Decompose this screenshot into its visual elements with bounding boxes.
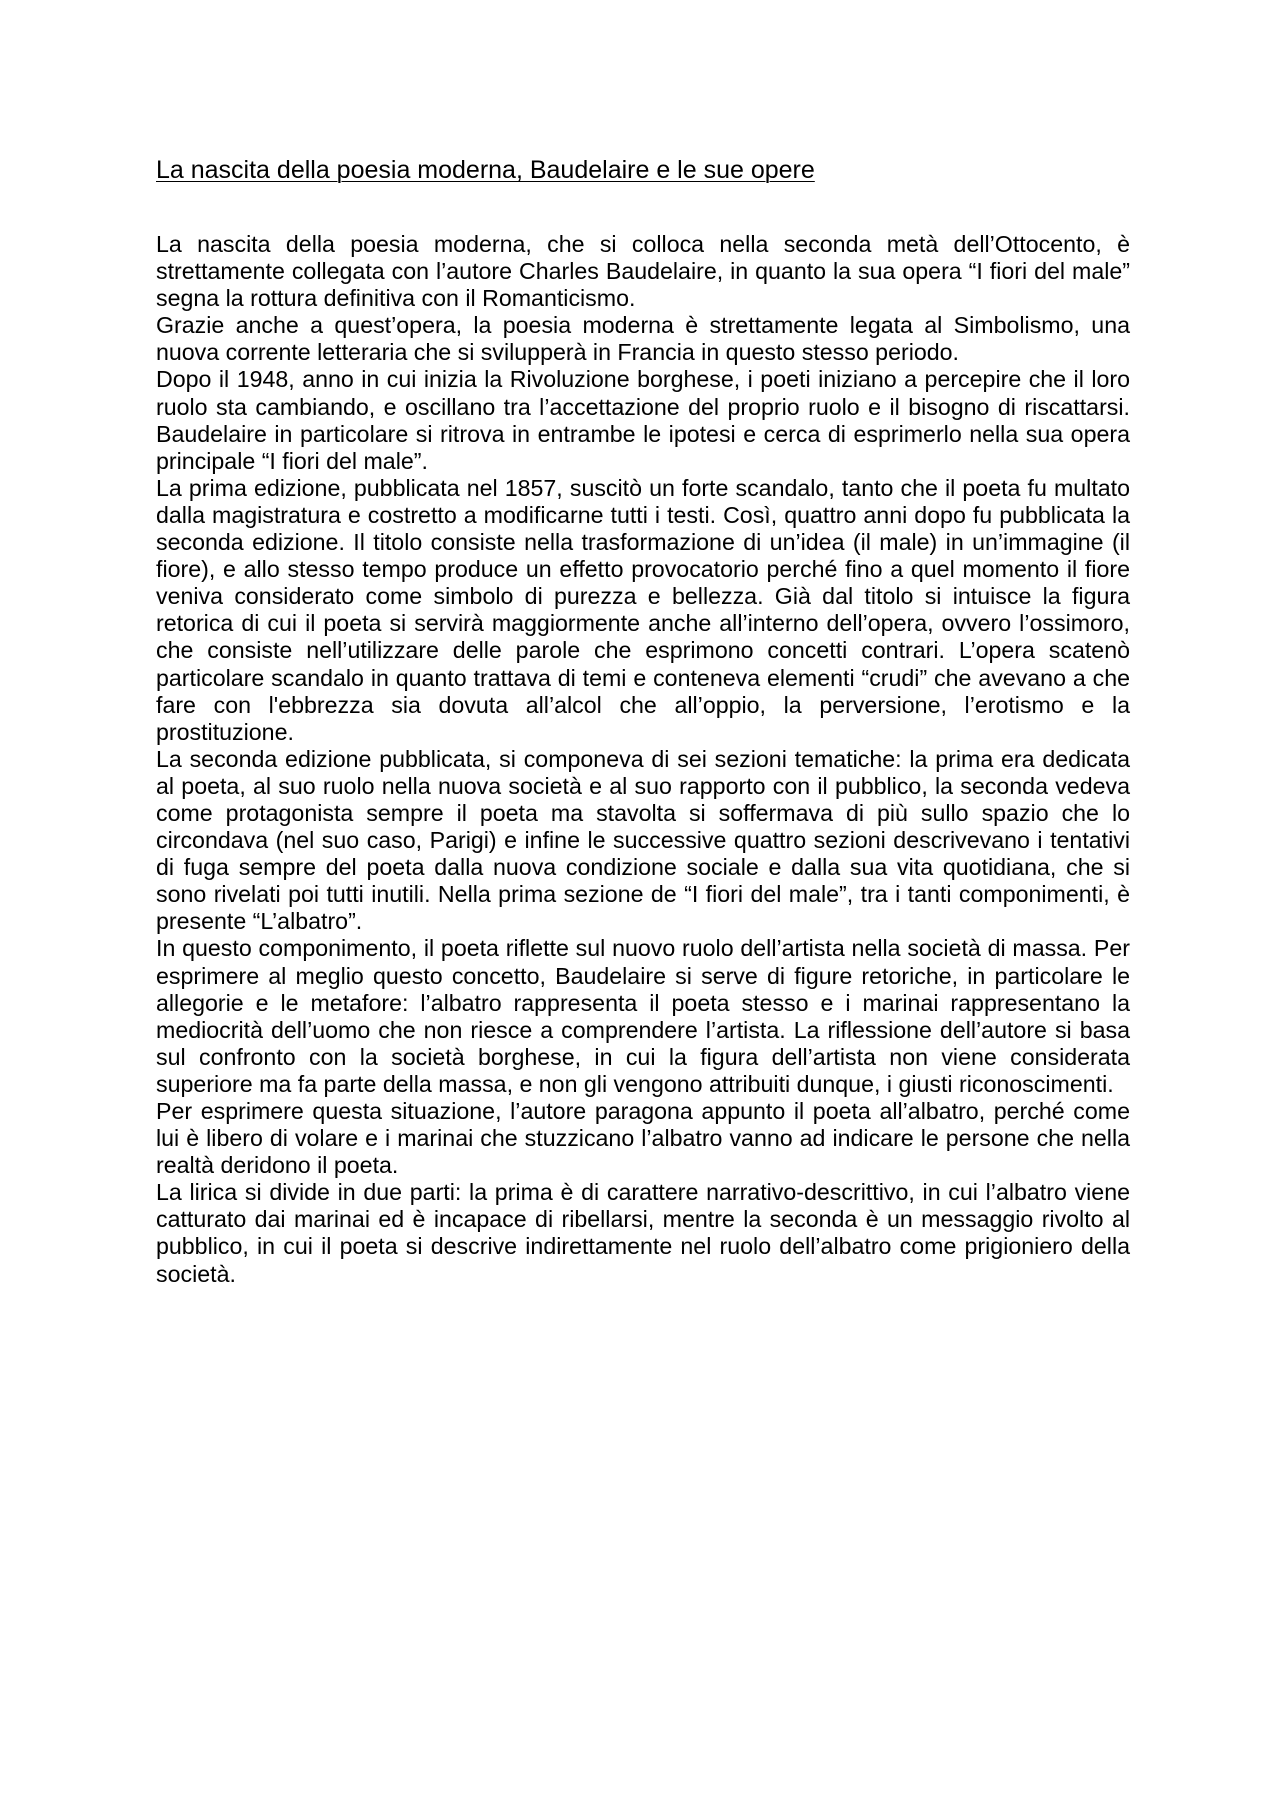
paragraph-prima-edizione: La prima edizione, pubblicata nel 1857, suscitò un forte scandalo, tanto che il poeta fu multato dalla magistratura e costretto a modificarne tutti i testi. Così, quattro anni dopo fu pubblicata la seconda edizione. Il titolo consiste nella trasformazione di un’idea (il male) in un’immagine (il fiore), e allo stesso tempo produce un effetto provocatorio perché fino a quel momento il fiore veniva considerato come simbolo di purezza e bellezza. Già dal titolo si intuisce la figura retorica di cui il poeta si servirà maggiormente anche all’interno dell’opera, ovvero l’ossimoro, che consiste nell’utilizzare delle parole che esprimono concetti contrari. L’opera scatenò particolare scandalo in quanto trattava di temi e conteneva elementi “crudi” che avevano a che fare con l'ebbrezza sia dovuta all’alcol che all’oppio, la perversione, l’erotismo e la prostituzione.: [156, 474, 1130, 745]
paragraph-lirica: La lirica si divide in due parti: la prima è di carattere narrativo-descrittivo, in cui l’albatro viene catturato dai marinai ed è incapace di ribellarsi, mentre la seconda è un messaggio rivolto al pubblico, in cui il poeta si descrive indirettamente nel ruolo dell’albatro come prigioniero della società.: [156, 1179, 1130, 1287]
paragraph-seconda-edizione: La seconda edizione pubblicata, si componeva di sei sezioni tematiche: la prima era dedicata al poeta, al suo ruolo nella nuova società e al suo rapporto con il pubblico, la seconda vedeva come protagonista sempre il poeta ma stavolta si soffermava di più sullo spazio che lo circondava (nel suo caso, Parigi) e infine le successive quattro sezioni descrivevano i tentativi di fuga sempre del poeta dalla nuova condizione sociale e dalla sua vita quotidiana, che si sono rivelati poi tutti inutili. Nella prima sezione de “I fiori del male”, tra i tanti componimenti, è presente “L’albatro”.: [156, 745, 1130, 935]
document-title: La nascita della poesia moderna, Baudelaire e le sue opere: [156, 156, 815, 184]
paragraph-componimento: In questo componimento, il poeta riflette sul nuovo ruolo dell’artista nella società di massa. Per esprimere al meglio questo concetto, Baudelaire si serve di figure retoriche, in particolare le allegorie e le metafore: l’albatro rappresenta il poeta stesso e i marinai rappresentano la mediocrità dell’uomo che non riesce a comprendere l’artista. La riflessione dell’autore si basa sul confronto con la società borghese, in cui la figura dell’artista non viene considerata superiore ma fa parte della massa, e non gli vengono attribuiti dunque, i giusti riconoscimenti.: [156, 935, 1130, 1097]
paragraph-simbolismo: Grazie anche a quest’opera, la poesia moderna è strettamente legata al Simbolismo, una nuova corrente letteraria che si svilupperà in Francia in questo stesso periodo.: [156, 312, 1130, 366]
document-body: [156, 231, 1130, 1288]
paragraph-intro: La nascita della poesia moderna, che si colloca nella seconda metà dell’Ottocento, è strettamente collegata con l’autore Charles Baudelaire, in quanto la sua opera “I fiori del male” segna la rottura definitiva con il Romanticismo.: [156, 231, 1130, 312]
paragraph-rivoluzione: Dopo il 1948, anno in cui inizia la Rivoluzione borghese, i poeti iniziano a percepire che il loro ruolo sta cambiando, e oscillano tra l’accettazione del proprio ruolo e il bisogno di riscattarsi. Baudelaire in particolare si ritrova in entrambe le ipotesi e cerca di esprimerlo nella sua opera principale “I fiori del male”.: [156, 366, 1130, 474]
paragraph-situazione: Per esprimere questa situazione, l’autore paragona appunto il poeta all’albatro, perché come lui è libero di volare e i marinai che stuzzicano l’albatro vanno ad indicare le persone che nella realtà deridono il poeta.: [156, 1098, 1130, 1179]
